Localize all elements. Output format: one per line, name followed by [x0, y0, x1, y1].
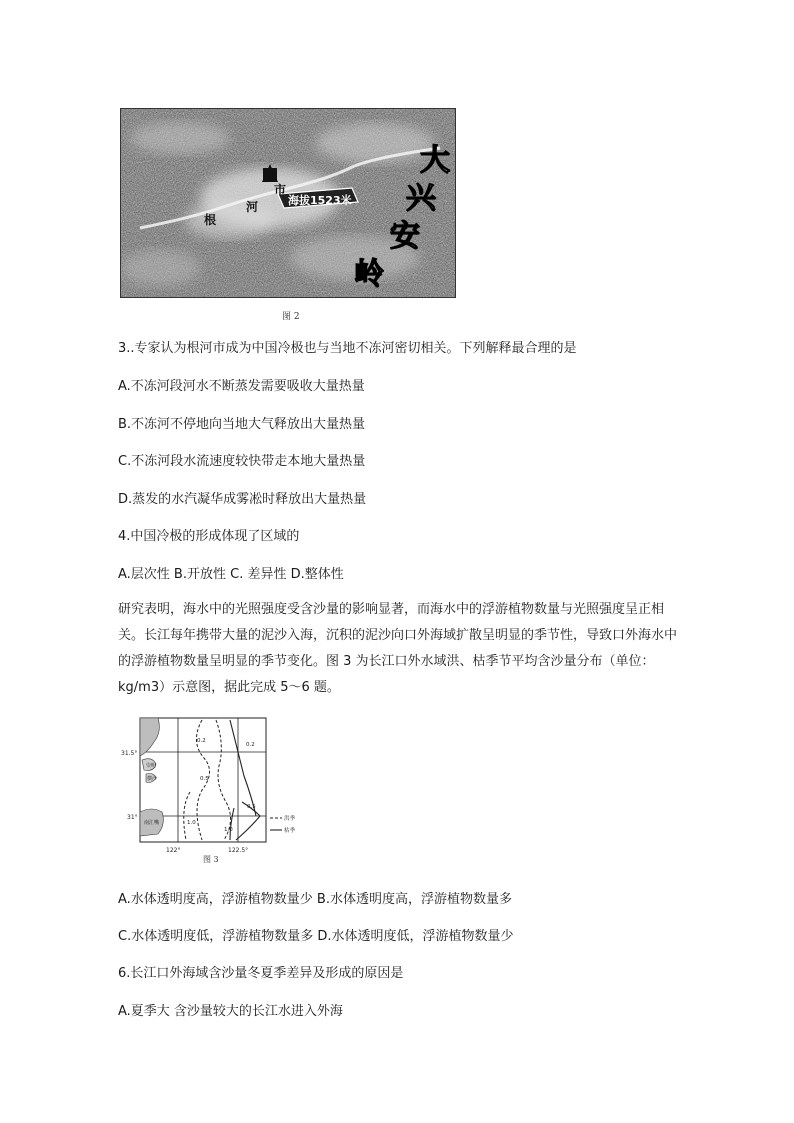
legend-flood: 洪季 — [284, 816, 296, 822]
lon-label-122-5: 122.5° — [228, 847, 249, 854]
lat-label-31: 31° — [127, 814, 138, 821]
figure-3-map — [120, 712, 310, 862]
q3-option-d: D.蒸发的水汽凝华成雾凇时释放出大量热量 — [118, 492, 367, 507]
q5-options-line1: A.水体透明度高，浮游植物数量少 B.水体透明度高，浮游植物数量多 — [118, 892, 512, 907]
aerial-photo — [120, 108, 456, 298]
flood-label-0.2: 0.2 — [197, 738, 206, 744]
mountain-char-1: 大 — [420, 143, 450, 178]
q6-stem: 6.长江口外海域含沙量冬夏季差异及形成的原因是 — [118, 966, 404, 981]
sediment-contour-map — [120, 712, 310, 862]
q4-stem: 4.中国冷极的形成体现了区域的 — [118, 529, 300, 544]
q3-stem: 3..专家认为根河市成为中国冷极也与当地不冻河密切相关。下列解释最合理的是 — [118, 341, 577, 356]
mountain-char-3: 安 — [390, 219, 420, 254]
city-label: 市 — [274, 183, 287, 197]
figure-2-photo — [120, 108, 456, 298]
q6-option-a: A.夏季大 含沙量较大的长江水进入外海 — [118, 1004, 343, 1019]
q3-option-b: B.不冻河不停地向当地大气释放出大量热量 — [118, 417, 366, 432]
mountain-char-2: 兴 — [406, 181, 436, 216]
flood-label-0.5: 0.5 — [200, 776, 209, 782]
figure-3-caption: 图 3 — [203, 855, 219, 864]
root-label: 根 — [204, 213, 217, 227]
figure-2-caption: 图 2 — [282, 312, 300, 322]
lon-label-122: 122° — [166, 847, 181, 854]
place-label-hengsha: 横沙 — [147, 776, 158, 782]
mountain-char-4: 岭 — [354, 257, 384, 292]
q5-options-line2: C.水体透明度低，浮游植物数量多 D.水体透明度低，浮游植物数量少 — [118, 929, 514, 944]
lat-label-31-5: 31.5° — [121, 750, 138, 757]
q4-options: A.层次性 B.开放性 C. 差异性 D.整体性 — [118, 567, 344, 582]
dry-label-1.0: 1.0 — [224, 827, 233, 833]
dry-label-0.2: 0.2 — [246, 742, 255, 748]
q3-option-c: C.不冻河段水流速度较快带走本地大量热量 — [118, 454, 366, 469]
place-label-nanhui: 南汇嘴 — [144, 820, 160, 826]
dry-label-0.5: 0.5 — [247, 804, 256, 810]
place-label-chongming: 崇明 — [146, 763, 157, 769]
flood-label-1.0: 1.0 — [187, 820, 196, 826]
legend-dry: 枯季 — [284, 828, 296, 834]
passage-text: 研究表明，海水中的光照强度受含沙量的影响显著，而海水中的浮游植物数量与光照强度呈正相关。长江每年携带大量的泥沙入海，沉积的泥沙向口外海域扩散呈明显的季节性，导致口外海水中的浮游植物数量呈明显的季节变化。图 3 为长江口外水域洪、枯季节平均含沙量分布（单位： kg/m3）示意图，据此完成 5～6 题。 — [118, 602, 678, 695]
q3-option-a: A.不冻河段河水不断蒸发需要吸收大量热量 — [118, 379, 365, 394]
river-label: 河 — [246, 200, 259, 214]
altitude-label: 海拔1523米 — [288, 194, 352, 207]
